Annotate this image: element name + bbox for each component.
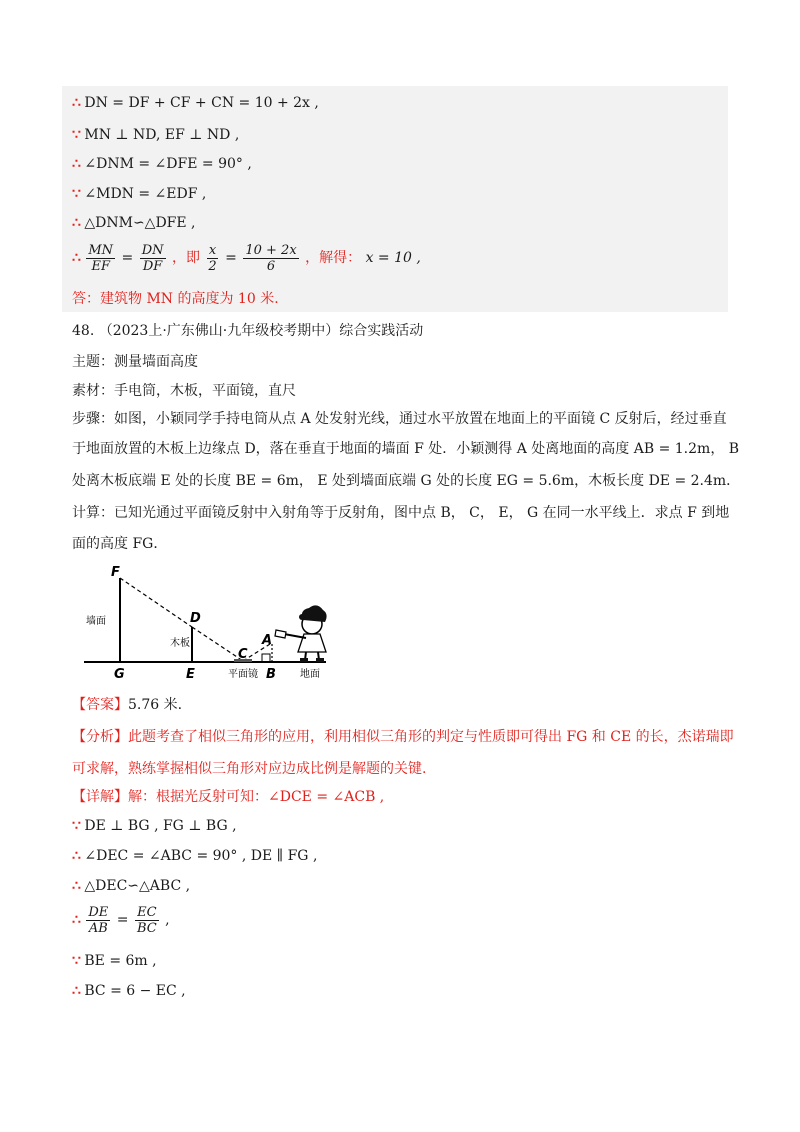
label-f: F — [111, 565, 120, 580]
frac-num: 10 + 2x — [245, 242, 297, 258]
label-e: E — [186, 667, 195, 682]
detail-line-4-text: ∴ △DEC∽△ABC , — [72, 878, 191, 894]
label-c: C — [238, 647, 248, 662]
measurement-figure — [80, 562, 350, 684]
label-board: 木板 — [170, 638, 190, 649]
analysis-text-1: 此题考查了相似三角形的应用，利用相似三角形的判定与性质即可得出 FG 和 CE 的长，杰诺瑞即 — [128, 729, 734, 745]
detail-intro-text: 解：根据光反射可知：∠DCE = ∠ACB , — [128, 789, 385, 805]
problem-steps-3 — [72, 470, 740, 492]
answer-tag: 【答案】 — [72, 697, 128, 713]
analysis-line-2 — [72, 758, 426, 780]
problem-steps-2-text: 于地面放置的木板上边缘点 D，落在垂直于地面的墙面 F 处．小颖测得 A 处离地面的高度 AB = 1.2m， B — [72, 441, 740, 457]
frac-den: BC — [136, 920, 157, 936]
label-d: D — [190, 611, 201, 626]
prev-answer-line — [72, 288, 279, 310]
equals-sign: = — [116, 912, 129, 928]
prev-line-5 — [72, 212, 196, 234]
prev-line-6 — [72, 240, 421, 276]
prev-line-6-solve: ，解得： — [305, 250, 362, 266]
analysis-text-2: 可求解，熟练掌握相似三角形对应边成比例是解题的关键. — [72, 761, 427, 777]
label-g: G — [114, 667, 125, 682]
label-wall: 墙面 — [86, 616, 106, 627]
problem-steps-2 — [72, 438, 739, 460]
fraction-x-2 — [206, 243, 218, 274]
prev-line-1 — [72, 92, 319, 114]
therefore-symbol: ∴ — [72, 912, 80, 928]
right-angle-marker — [262, 654, 270, 662]
problem-steps-1-text: 步骤：如图，小颖同学手持电筒从点 A 处发射光线，通过水平放置在地面上的平面镜 C 反射后，经过垂直 — [72, 411, 727, 427]
detail-line-5-suffix: , — [165, 912, 170, 928]
frac-num: DE — [88, 904, 109, 920]
detail-intro — [72, 786, 384, 808]
prev-line-4-text: ∵ ∠MDN = ∠EDF , — [72, 186, 207, 202]
analysis-line-1 — [72, 726, 734, 748]
prev-line-6-result: x = 10 , — [365, 250, 421, 266]
analysis-tag: 【分析】 — [72, 729, 128, 745]
prev-line-6-mid: ，即 — [171, 250, 200, 266]
fraction-10-2x-6 — [243, 243, 298, 274]
detail-line-2-text: ∵ DE ⊥ BG , FG ⊥ BG , — [72, 818, 237, 834]
detail-line-4 — [72, 875, 190, 897]
frac-num: MN — [88, 242, 114, 258]
detail-line-7 — [72, 980, 186, 1002]
frac-num: EC — [137, 904, 157, 920]
prev-line-2-text: ∵ MN ⊥ ND, EF ⊥ ND , — [72, 127, 240, 143]
fraction-mn-ef — [86, 243, 115, 274]
prev-line-1-text: ∴ DN = DF + CF + CN = 10 + 2x , — [72, 95, 319, 111]
problem-calc-1 — [72, 502, 729, 524]
problem-header-text: 48. （2023上·广东佛山·九年级校考期中）综合实践活动 — [72, 323, 424, 339]
answer-value: 5.76 米. — [128, 697, 183, 713]
equals-sign: = — [121, 250, 134, 266]
detail-line-7-text: ∴ BC = 6 − EC , — [72, 983, 186, 999]
prev-answer-text: 答：建筑物 MN 的高度为 10 米. — [72, 291, 279, 307]
frac-den: AB — [88, 920, 108, 936]
prev-line-3 — [72, 153, 252, 175]
prev-line-2 — [72, 124, 239, 146]
problem-materials-text: 素材：手电筒，木板，平面镜，直尺 — [72, 383, 296, 399]
fraction-de-ab — [86, 905, 110, 936]
frac-den: 2 — [208, 258, 217, 274]
fraction-ec-bc — [135, 905, 159, 936]
problem-topic-text: 主题：测量墙面高度 — [72, 354, 198, 370]
problem-steps-1 — [72, 408, 727, 430]
prev-line-3-text: ∴ ∠DNM = ∠DFE = 90° , — [72, 156, 252, 172]
label-mirror: 平面镜 — [228, 669, 258, 680]
girl-icon — [275, 605, 327, 662]
equals-sign: = — [225, 250, 237, 266]
detail-line-6 — [72, 950, 157, 972]
label-a: A — [262, 633, 273, 648]
fraction-dn-df — [140, 243, 166, 274]
therefore-symbol: ∴ — [72, 250, 80, 266]
label-b: B — [266, 667, 276, 682]
frac-den: 6 — [266, 258, 276, 274]
problem-calc-1-text: 计算：已知光通过平面镜反射中入射角等于反射角，图中点 B， C， E， G 在同一水平线上．求点 F 到地 — [72, 505, 730, 521]
problem-steps-3-text: 处离木板底端 E 处的长度 BE = 6m， E 处到墙面底端 G 处的长度 EG = 5.6m，木板长度 DE = 2.4m． — [72, 473, 741, 489]
problem-calc-2 — [72, 533, 167, 555]
frac-num: x — [208, 242, 217, 258]
problem-header — [72, 320, 423, 342]
light-path-fd — [120, 578, 192, 627]
problem-calc-2-text: 面的高度 FG． — [72, 536, 168, 552]
label-ground: 地面 — [300, 669, 320, 680]
problem-materials — [72, 380, 296, 402]
light-path-dc — [192, 627, 243, 661]
prev-line-4 — [72, 183, 206, 205]
detail-line-5 — [72, 902, 170, 938]
detail-line-2 — [72, 815, 237, 837]
detail-line-3 — [72, 845, 317, 867]
frac-den: DF — [142, 258, 163, 274]
frac-num: DN — [141, 242, 164, 258]
detail-line-3-text: ∴ ∠DEC = ∠ABC = 90° , DE ∥ FG , — [72, 848, 318, 864]
detail-tag: 【详解】 — [72, 789, 128, 805]
detail-line-6-text: ∵ BE = 6m , — [72, 953, 157, 969]
frac-den: EF — [91, 258, 110, 274]
answer-line — [72, 694, 182, 716]
prev-line-5-text: ∴ △DNM∽△DFE , — [72, 215, 196, 231]
problem-topic — [72, 351, 198, 373]
